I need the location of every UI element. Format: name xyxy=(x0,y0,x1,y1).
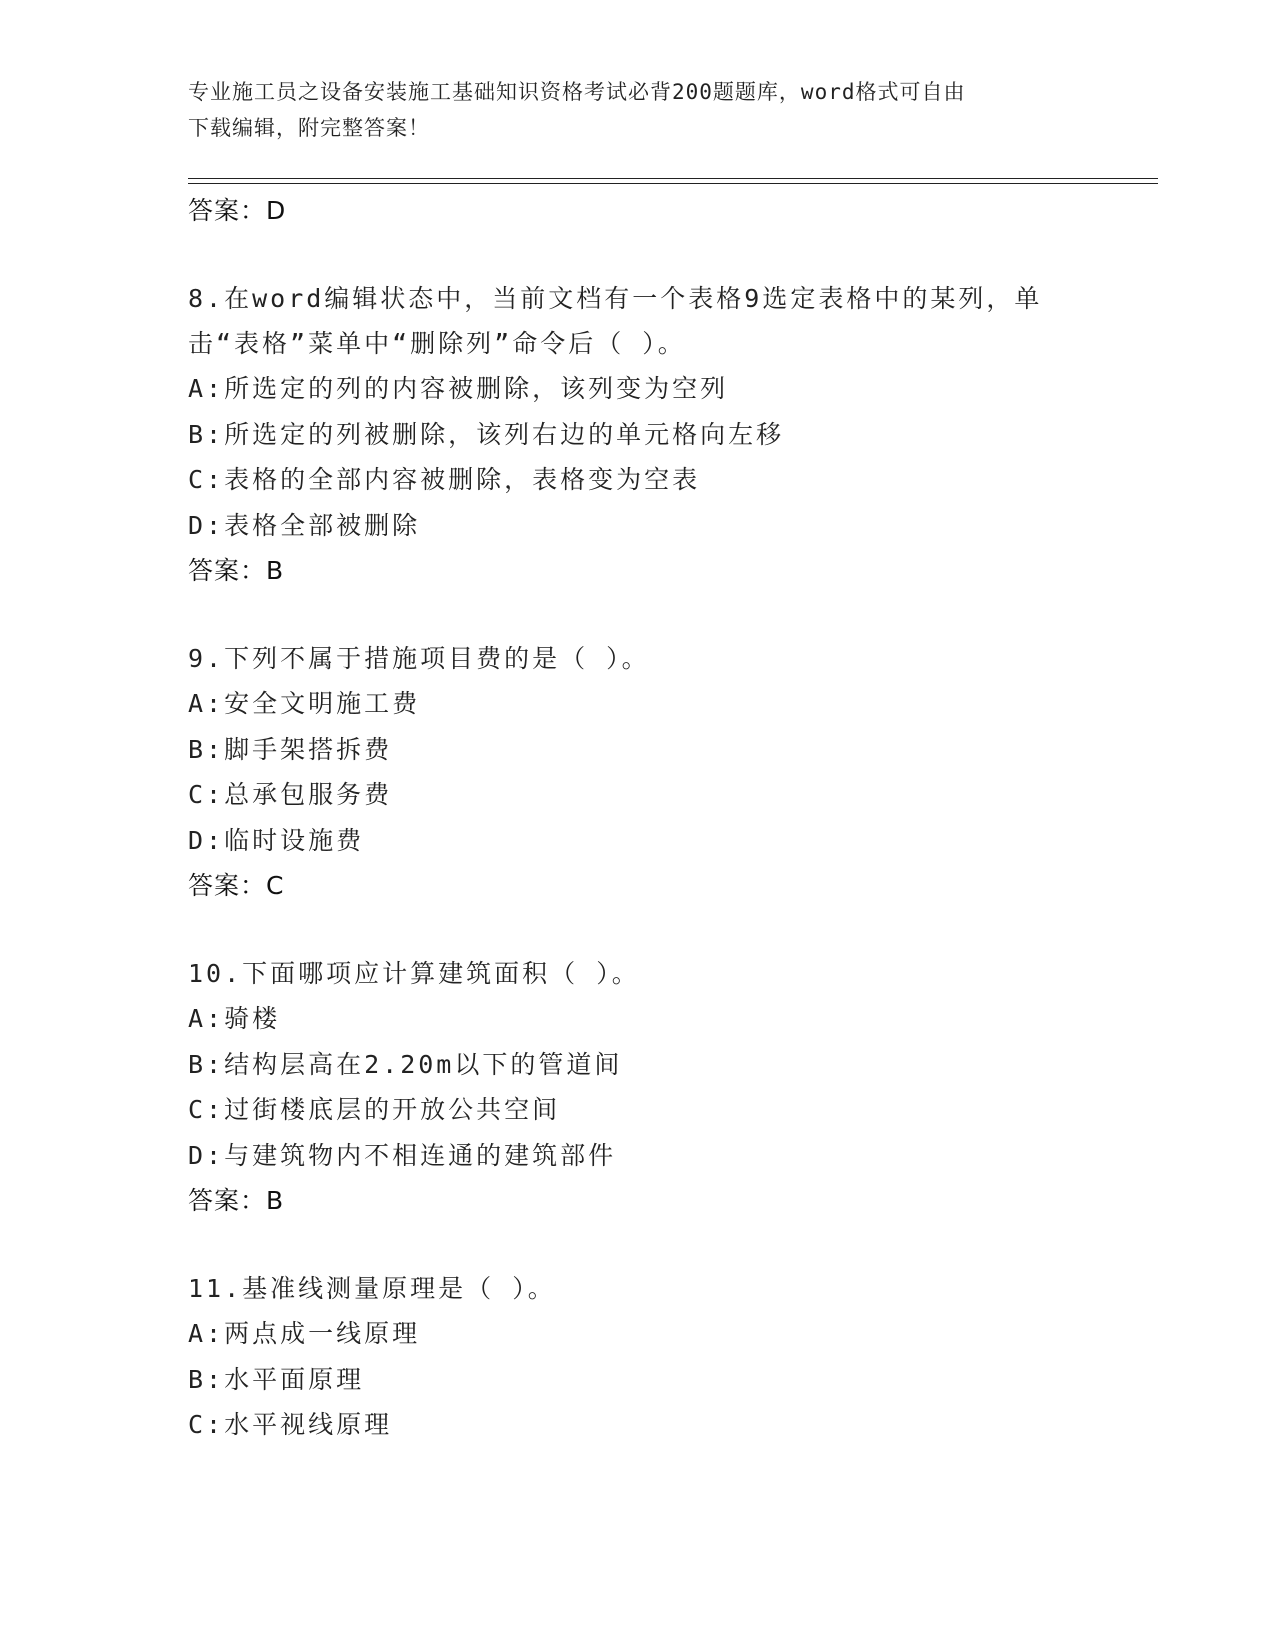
question-stem: 11.基准线测量原理是（ ）。 xyxy=(188,1274,556,1303)
question-8 xyxy=(188,276,1158,594)
option-c: C:总承包服务费 xyxy=(188,780,393,809)
answer: 答案：B xyxy=(188,556,285,585)
question-list xyxy=(188,188,1158,1448)
option-d: D:表格全部被删除 xyxy=(188,510,421,540)
answer: 答案：B xyxy=(188,1186,285,1215)
option-b: B:水平面原理 xyxy=(188,1364,365,1394)
option-c: C:过街楼底层的开放公共空间 xyxy=(188,1095,561,1124)
header-title-line-1: 专业施工员之设备安装施工基础知识资格考试必背200题题库，word格式可自由 xyxy=(188,80,966,104)
option-d: D:临时设施费 xyxy=(188,825,365,855)
question-stem-line-2: 击“表格”菜单中“删除列”命令后（ ）。 xyxy=(188,329,686,358)
question-stem-line-1: 8.在word编辑状态中，当前文档有一个表格9选定表格中的某列，单 xyxy=(188,284,1043,313)
option-a: A:骑楼 xyxy=(188,1004,281,1033)
option-c: C:水平视线原理 xyxy=(188,1410,393,1439)
document-header xyxy=(188,74,1088,146)
option-b: B:结构层高在2.20m以下的管道间 xyxy=(188,1049,623,1079)
question-10 xyxy=(188,951,1158,1224)
header-divider xyxy=(188,178,1158,184)
option-a: A:两点成一线原理 xyxy=(188,1319,421,1348)
option-b: B:脚手架搭拆费 xyxy=(188,734,393,764)
question-stem xyxy=(188,276,1158,366)
header-title-line-2: 下载编辑，附完整答案！ xyxy=(188,116,430,140)
answer: 答案：C xyxy=(188,871,285,900)
option-d: D:与建筑物内不相连通的建筑部件 xyxy=(188,1140,617,1170)
question-9 xyxy=(188,636,1158,909)
previous-answer: 答案：D xyxy=(188,196,287,225)
option-c: C:表格的全部内容被删除，表格变为空表 xyxy=(188,465,701,494)
option-a: A:安全文明施工费 xyxy=(188,689,421,718)
question-stem: 9.下列不属于措施项目费的是（ ）。 xyxy=(188,644,650,673)
question-11 xyxy=(188,1266,1158,1448)
option-b: B:所选定的列被删除，该列右边的单元格向左移 xyxy=(188,419,785,449)
question-stem: 10.下面哪项应计算建筑面积（ ）。 xyxy=(188,959,640,988)
option-a: A:所选定的列的内容被删除，该列变为空列 xyxy=(188,374,729,403)
